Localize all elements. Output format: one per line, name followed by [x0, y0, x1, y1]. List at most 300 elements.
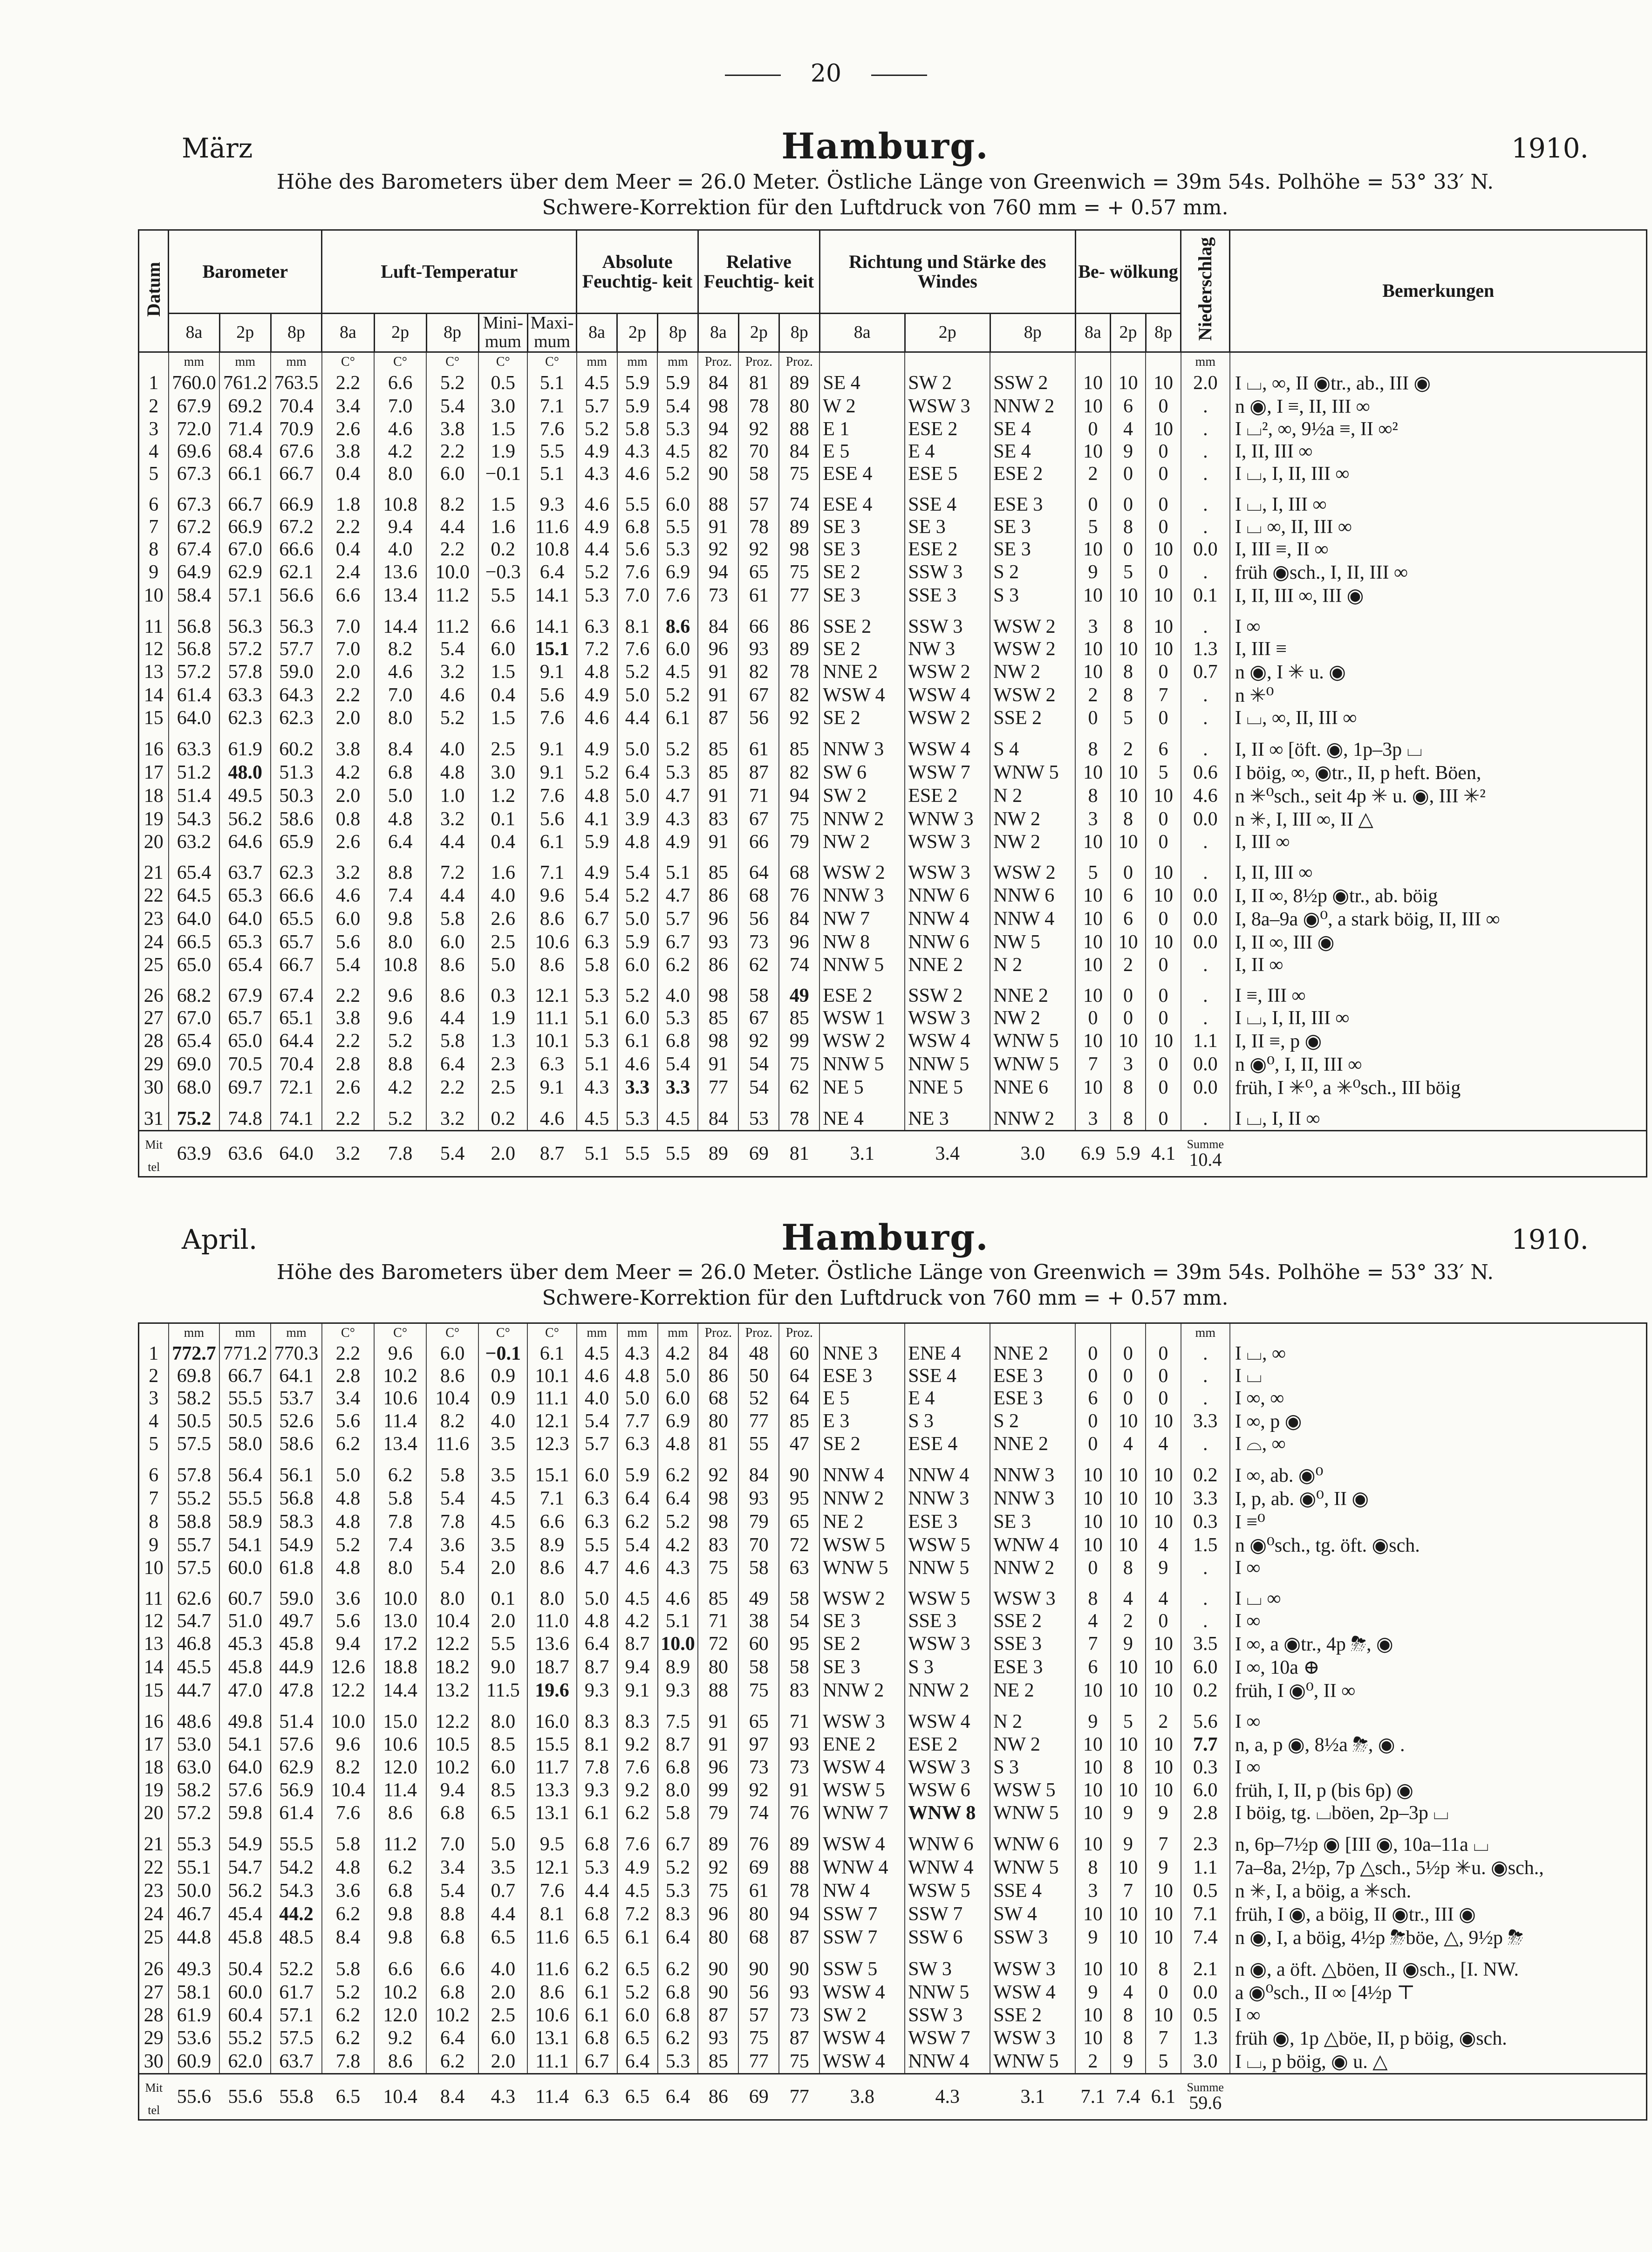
- table-cell: 7.8: [322, 2050, 374, 2074]
- table-cell: 3.2: [426, 660, 478, 684]
- table-cell: 66.1: [219, 463, 271, 485]
- table-cell: 10: [1075, 976, 1110, 1007]
- table-cell: 98: [698, 976, 738, 1007]
- table-cell: 68: [698, 1387, 738, 1410]
- table-row: [139, 1410, 1647, 1433]
- table-cell: 55.2: [219, 2026, 271, 2050]
- table-cell: 51.3: [271, 761, 322, 784]
- table-cell: NNW 3: [819, 729, 905, 761]
- table-cell: 12.1: [527, 1410, 576, 1433]
- table-cell: 0: [1075, 707, 1110, 729]
- table-cell: ESE 2: [990, 463, 1075, 485]
- table-cell: 5.1: [527, 371, 576, 395]
- table-cell: 6.9: [657, 561, 698, 584]
- table-cell: .: [1181, 729, 1230, 761]
- table-cell: 20: [139, 1802, 169, 1824]
- table-cell: 25: [139, 954, 169, 976]
- table-cell: S 3: [990, 1756, 1075, 1779]
- table-cell: 28: [139, 2004, 169, 2026]
- table-cell: 5.9: [617, 1455, 658, 1487]
- table-cell: 11.0: [527, 1610, 576, 1632]
- table-cell: 5.5: [478, 584, 527, 607]
- table-cell: 61.9: [169, 2004, 220, 2026]
- table-row: [139, 1579, 1647, 1610]
- table-cell: 66.7: [271, 954, 322, 976]
- table-cell: 74: [779, 954, 819, 976]
- table-cell: n ◉⁰, I, II, III ∞: [1230, 1053, 1647, 1076]
- table-cell: 3: [139, 418, 169, 440]
- table-cell: 61: [738, 584, 779, 607]
- table-cell: NW 2: [990, 660, 1075, 684]
- table-cell: 8.2: [374, 638, 426, 660]
- table-cell: WSW 3: [990, 2026, 1075, 2050]
- table-cell: 72: [779, 1533, 819, 1557]
- table-cell: .: [1181, 1579, 1230, 1610]
- table-cell: SW 2: [905, 371, 990, 395]
- table-cell: 3.5: [478, 1455, 527, 1487]
- table-cell: früh, I ✳⁰, a ✳⁰sch., III böig: [1230, 1076, 1647, 1099]
- table-cell: 10.2: [374, 1981, 426, 2004]
- table-cell: 77: [738, 2050, 779, 2074]
- table-cell: ESE 3: [990, 1387, 1075, 1410]
- table-cell: 20: [139, 831, 169, 853]
- table-cell: NNW 6: [905, 884, 990, 907]
- table-cell: 6.2: [322, 2004, 374, 2026]
- table-cell: 5.5: [577, 1533, 617, 1557]
- table-cell: 2.3: [1181, 1824, 1230, 1856]
- table-cell: 4: [139, 1410, 169, 1433]
- table-cell: 0.1: [478, 1579, 527, 1610]
- table-cell: W 2: [819, 395, 905, 418]
- table-cell: 10.0: [426, 561, 478, 584]
- table-cell: 10: [1075, 1903, 1110, 1926]
- table-cell: 8.4: [374, 729, 426, 761]
- table-cell: WSW 4: [819, 684, 905, 707]
- table-cell: 67: [738, 684, 779, 707]
- table-cell: 11.2: [426, 607, 478, 638]
- table-cell: 9.6: [374, 1342, 426, 1365]
- table-cell: .: [1181, 853, 1230, 884]
- table-cell: .: [1181, 418, 1230, 440]
- mean-cell: 7.1: [1075, 2074, 1110, 2120]
- table-cell: 7.0: [322, 607, 374, 638]
- table-cell: 63.0: [169, 1756, 220, 1779]
- table-cell: 3.8: [322, 1007, 374, 1029]
- mean-cell: 8.7: [527, 1130, 576, 1177]
- march-year: 1910.: [1511, 132, 1589, 164]
- table-cell: WSW 4: [905, 684, 990, 707]
- unit-cell: Proz.: [738, 1323, 779, 1343]
- table-cell: −0.1: [478, 463, 527, 485]
- table-cell: 5: [1075, 853, 1110, 884]
- table-cell: WSW 3: [905, 1756, 990, 1779]
- table-cell: 8.4: [322, 1926, 374, 1949]
- table-cell: 4.4: [577, 538, 617, 561]
- table-cell: 4.8: [374, 808, 426, 831]
- table-cell: 5.6: [1181, 1702, 1230, 1733]
- table-cell: 7.8: [426, 1510, 478, 1533]
- table-cell: 4.7: [577, 1557, 617, 1579]
- table-cell: 4: [1111, 1433, 1146, 1455]
- table-cell: 6.8: [658, 1981, 698, 2004]
- table-cell: 63.3: [169, 729, 220, 761]
- table-cell: 0: [1111, 976, 1146, 1007]
- table-cell: 10: [1111, 1656, 1146, 1679]
- unit-cell: mm: [617, 352, 658, 371]
- table-cell: NW 5: [990, 931, 1075, 954]
- table-cell: 56.6: [271, 584, 322, 607]
- table-cell: 5.0: [374, 784, 426, 808]
- table-cell: 10: [1146, 1410, 1181, 1433]
- table-cell: NNW 4: [905, 907, 990, 931]
- table-cell: 4.6: [617, 463, 658, 485]
- table-cell: WSW 1: [819, 1007, 905, 1029]
- table-cell: NNE 2: [990, 1342, 1075, 1365]
- table-cell: 2.4: [322, 561, 374, 584]
- table-cell: 65.0: [169, 954, 220, 976]
- table-cell: 0.9: [478, 1365, 527, 1387]
- table-cell: 5.2: [658, 1856, 698, 1879]
- table-cell: I ≡⁰: [1230, 1510, 1647, 1533]
- table-cell: 6.0: [478, 638, 527, 660]
- table-cell: 84: [698, 371, 738, 395]
- table-cell: 6.4: [374, 831, 426, 853]
- table-cell: 59.0: [271, 1579, 322, 1610]
- table-cell: 2: [1075, 463, 1110, 485]
- table-cell: 2: [1146, 1702, 1181, 1733]
- table-cell: 0: [1146, 516, 1181, 538]
- table-cell: 2.1: [1181, 1949, 1230, 1981]
- table-cell: 10: [1146, 371, 1181, 395]
- table-row: [139, 638, 1647, 660]
- table-cell: 4: [1146, 1533, 1181, 1557]
- table-cell: 80: [698, 1410, 738, 1433]
- mean-label: Mit tel: [139, 2074, 169, 2120]
- table-cell: 65.4: [219, 954, 271, 976]
- table-cell: 7: [139, 1487, 169, 1510]
- table-cell: 47.0: [219, 1679, 271, 1702]
- table-cell: 0: [1146, 707, 1181, 729]
- table-cell: 10.6: [374, 1387, 426, 1410]
- table-row: [139, 1756, 1647, 1779]
- table-cell: 6.4: [426, 1053, 478, 1076]
- table-cell: 6.4: [617, 761, 658, 784]
- table-cell: 7.2: [617, 1903, 658, 1926]
- table-cell: 10: [1146, 1029, 1181, 1053]
- table-cell: 4.8: [577, 1610, 617, 1632]
- table-cell: 10: [1111, 1410, 1146, 1433]
- table-cell: 66.7: [219, 1365, 271, 1387]
- table-cell: 15.1: [527, 1455, 576, 1487]
- table-cell: 54.1: [219, 1533, 271, 1557]
- table-cell: 9: [1146, 1856, 1181, 1879]
- table-cell: 54.7: [169, 1610, 220, 1632]
- table-cell: 63.7: [219, 853, 271, 884]
- table-cell: 6.6: [322, 584, 374, 607]
- table-cell: 49: [779, 976, 819, 1007]
- table-cell: 5.4: [577, 1410, 617, 1433]
- table-cell: 84: [698, 1342, 738, 1365]
- table-cell: 10: [1075, 1533, 1110, 1557]
- table-cell: 6.0: [426, 931, 478, 954]
- table-cell: 45.3: [219, 1632, 271, 1656]
- table-cell: SSW 7: [819, 1903, 905, 1926]
- table-cell: 26: [139, 1949, 169, 1981]
- table-cell: 6.0: [478, 1756, 527, 1779]
- precipitation-sum: Summe 59.6: [1181, 2074, 1230, 2120]
- table-cell: 2.5: [478, 1076, 527, 1099]
- table-cell: WSW 4: [990, 1981, 1075, 2004]
- table-cell: E 4: [905, 440, 990, 463]
- table-cell: 4.5: [577, 1342, 617, 1365]
- table-cell: 8.6: [527, 907, 576, 931]
- table-cell: 62.3: [271, 853, 322, 884]
- table-cell: .: [1181, 954, 1230, 976]
- table-cell: 62.9: [219, 561, 271, 584]
- table-cell: 58.9: [219, 1510, 271, 1533]
- table-cell: 56: [738, 907, 779, 931]
- table-cell: 13.6: [527, 1632, 576, 1656]
- table-cell: 8.0: [527, 1579, 576, 1610]
- table-cell: 8.9: [658, 1656, 698, 1679]
- table-cell: früh, I, II, p (bis 6p) ◉: [1230, 1779, 1647, 1802]
- table-cell: 8: [1111, 660, 1146, 684]
- table-cell: .: [1181, 1610, 1230, 1632]
- table-cell: NW 8: [819, 931, 905, 954]
- table-cell: früh, I ◉⁰, II ∞: [1230, 1679, 1647, 1702]
- table-cell: 10: [1075, 1733, 1110, 1756]
- table-cell: 10: [1111, 584, 1146, 607]
- remarks-header: Bemerkungen: [1230, 230, 1647, 352]
- table-cell: 67.6: [271, 440, 322, 463]
- table-cell: 5.0: [617, 784, 658, 808]
- table-cell: 2.8: [322, 1053, 374, 1076]
- table-cell: WSW 4: [905, 1029, 990, 1053]
- march-gravity-correction: Schwere-Korrektion für den Luftdruck von 760 mm = + 0.57 mm.: [542, 196, 1229, 219]
- mean-cell: 6.9: [1075, 1130, 1110, 1177]
- table-cell: 9.6: [322, 1733, 374, 1756]
- table-cell: 6.6: [527, 1510, 576, 1533]
- table-cell: 69.7: [219, 1076, 271, 1099]
- table-cell: 7.0: [426, 1824, 478, 1856]
- table-cell: NW 3: [905, 638, 990, 660]
- table-cell: 1.8: [322, 485, 374, 516]
- table-cell: 55: [738, 1433, 779, 1455]
- table-row: [139, 976, 1647, 1007]
- table-cell: NE 4: [819, 1099, 905, 1131]
- table-cell: 0.3: [1181, 1756, 1230, 1779]
- table-cell: SSE 4: [990, 1879, 1075, 1903]
- table-cell: WSW 3: [905, 1007, 990, 1029]
- table-cell: I, III ≡, II ∞: [1230, 538, 1647, 561]
- table-cell: 0.6: [1181, 761, 1230, 784]
- table-cell: I, III ∞: [1230, 831, 1647, 853]
- table-row: [139, 808, 1647, 831]
- table-cell: 58.2: [169, 1779, 220, 1802]
- table-cell: 2.6: [322, 831, 374, 853]
- table-cell: 95: [779, 1632, 819, 1656]
- table-cell: 80: [738, 1903, 779, 1926]
- table-cell: 89: [779, 371, 819, 395]
- table-cell: 73: [779, 2004, 819, 2026]
- table-cell: 0: [1146, 440, 1181, 463]
- table-cell: 6.0: [426, 463, 478, 485]
- table-cell: 10: [1075, 931, 1110, 954]
- table-cell: NW 2: [990, 808, 1075, 831]
- table-cell: 0.8: [322, 808, 374, 831]
- table-cell: 14.4: [374, 1679, 426, 1702]
- table-cell: 51.4: [271, 1702, 322, 1733]
- table-cell: NNW 5: [905, 1557, 990, 1579]
- table-cell: 2.0: [322, 707, 374, 729]
- table-cell: WSW 3: [905, 395, 990, 418]
- table-cell: 6.7: [577, 907, 617, 931]
- table-cell: 4.1: [577, 808, 617, 831]
- table-cell: S 2: [990, 1410, 1075, 1433]
- table-cell: 3.3: [1181, 1410, 1230, 1433]
- table-cell: 9: [1146, 1557, 1181, 1579]
- table-cell: I, II ∞: [1230, 954, 1647, 976]
- table-cell: 85: [698, 853, 738, 884]
- table-cell: 6.7: [658, 1824, 698, 1856]
- table-cell: NNW 2: [990, 1557, 1075, 1579]
- table-cell: 5.3: [577, 1856, 617, 1879]
- table-cell: 61.4: [271, 1802, 322, 1824]
- time-header: 8p: [990, 314, 1075, 352]
- mean-cell: 10.4: [374, 2074, 426, 2120]
- table-cell: 58.1: [169, 1981, 220, 2004]
- table-cell: 65.4: [169, 853, 220, 884]
- table-cell: SE 2: [819, 1632, 905, 1656]
- table-cell: 6.0: [657, 485, 698, 516]
- table-cell: 8: [1111, 1756, 1146, 1779]
- table-cell: 65.3: [219, 931, 271, 954]
- table-cell: I ∞, ∞: [1230, 1387, 1647, 1410]
- table-cell: 74: [779, 485, 819, 516]
- table-cell: 6.3: [577, 607, 617, 638]
- table-cell: 1.3: [1181, 2026, 1230, 2050]
- table-cell: 57.8: [219, 660, 271, 684]
- table-cell: 16: [139, 1702, 169, 1733]
- unit-cell: mm: [169, 352, 220, 371]
- table-cell: 54.1: [219, 1733, 271, 1756]
- table-cell: 4.8: [617, 1365, 658, 1387]
- table-cell: 65.3: [219, 884, 271, 907]
- table-cell: 3.8: [322, 440, 374, 463]
- time-header: 8p: [271, 314, 322, 352]
- table-cell: 0: [1146, 1387, 1181, 1410]
- table-cell: 4.4: [478, 1903, 527, 1926]
- mean-cell: 5.5: [657, 1130, 698, 1177]
- table-cell: NNW 6: [990, 884, 1075, 907]
- table-cell: 92: [738, 418, 779, 440]
- table-cell: 10: [1146, 584, 1181, 607]
- unit-cell: C°: [374, 352, 426, 371]
- table-cell: 4: [1111, 1981, 1146, 2004]
- temperature-header: Luft-Temperatur: [322, 230, 577, 314]
- table-cell: 63.7: [271, 2050, 322, 2074]
- table-cell: 70.4: [271, 1053, 322, 1076]
- table-cell: 2: [139, 1365, 169, 1387]
- table-cell: I ∞: [1230, 1702, 1647, 1733]
- table-cell: 68.0: [169, 1076, 220, 1099]
- table-cell: 0: [1146, 1007, 1181, 1029]
- table-cell: WSW 2: [990, 684, 1075, 707]
- table-cell: 10: [1075, 395, 1110, 418]
- table-cell: 64: [779, 1365, 819, 1387]
- table-cell: NNW 3: [819, 884, 905, 907]
- table-cell: 55.3: [169, 1824, 220, 1856]
- table-cell: 11.6: [527, 1949, 576, 1981]
- table-cell: 15.5: [527, 1733, 576, 1756]
- table-cell: 73: [698, 584, 738, 607]
- table-cell: 9: [1111, 440, 1146, 463]
- time-header: 2p: [219, 314, 271, 352]
- table-cell: .: [1181, 1007, 1230, 1029]
- table-cell: 8.1: [617, 607, 658, 638]
- table-cell: 0: [1075, 1557, 1110, 1579]
- table-cell: 5.3: [577, 976, 617, 1007]
- table-cell: 10.8: [527, 538, 576, 561]
- table-cell: WSW 4: [819, 1824, 905, 1856]
- table-cell: 2.2: [322, 371, 374, 395]
- table-cell: 3.0: [1181, 2050, 1230, 2074]
- table-cell: 10: [1075, 538, 1110, 561]
- table-cell: 4.4: [577, 1879, 617, 1903]
- table-cell: 10.1: [527, 1029, 576, 1053]
- table-cell: 61.9: [219, 729, 271, 761]
- table-cell: 58: [738, 1656, 779, 1679]
- table-cell: 5.6: [322, 1410, 374, 1433]
- table-cell: 0: [1111, 1387, 1146, 1410]
- table-cell: 4.2: [374, 1076, 426, 1099]
- table-cell: 6.6: [478, 607, 527, 638]
- table-cell: .: [1181, 684, 1230, 707]
- table-cell: n, 6p–7½p ◉ [III ◉, 10a–11a ⌴: [1230, 1824, 1647, 1856]
- table-cell: 10: [1146, 853, 1181, 884]
- table-cell: 68: [738, 884, 779, 907]
- table-cell: 57.1: [271, 2004, 322, 2026]
- table-cell: 5.4: [322, 954, 374, 976]
- table-cell: 3.3: [657, 1076, 698, 1099]
- table-cell: 57: [738, 485, 779, 516]
- table-cell: 5.5: [657, 516, 698, 538]
- table-cell: 5.9: [617, 395, 658, 418]
- table-cell: n ◉⁰sch., tg. öft. ◉sch.: [1230, 1533, 1647, 1557]
- unit-cell: C°: [374, 1323, 426, 1343]
- table-cell: 10: [1111, 1029, 1146, 1053]
- table-cell: SE 3: [990, 1510, 1075, 1533]
- table-cell: 2.6: [322, 1076, 374, 1099]
- unit-cell: mm: [169, 1323, 220, 1343]
- table-cell: 74: [738, 1802, 779, 1824]
- table-cell: 60.2: [271, 729, 322, 761]
- table-cell: .: [1181, 485, 1230, 516]
- table-cell: 4.9: [577, 853, 617, 884]
- table-cell: 7.6: [527, 784, 576, 808]
- table-cell: 4.4: [426, 831, 478, 853]
- mean-cell: 89: [698, 1130, 738, 1177]
- table-row: [139, 607, 1647, 638]
- table-cell: 4.6: [617, 1557, 658, 1579]
- table-cell: 8: [1075, 784, 1110, 808]
- table-cell: 64.1: [271, 1365, 322, 1387]
- table-cell: 5.2: [426, 371, 478, 395]
- table-cell: I, II ∞ [öft. ◉, 1p–3p ⌴: [1230, 729, 1647, 761]
- table-cell: 38: [738, 1610, 779, 1632]
- table-cell: 5.2: [617, 976, 658, 1007]
- table-cell: 54.9: [219, 1824, 271, 1856]
